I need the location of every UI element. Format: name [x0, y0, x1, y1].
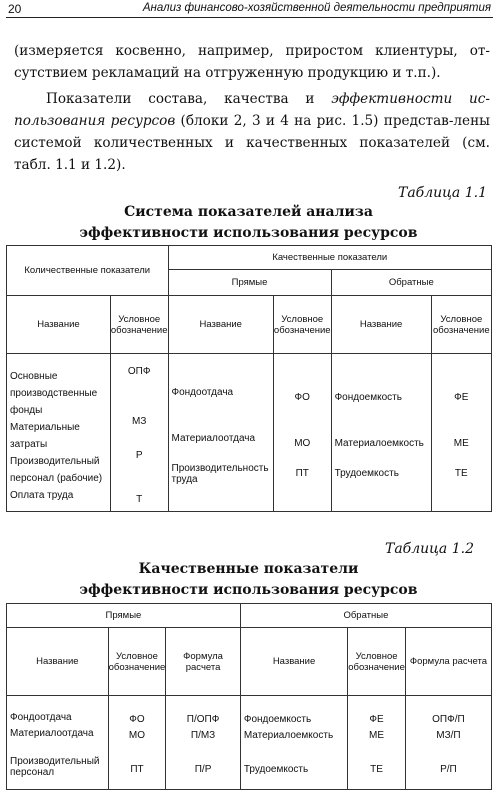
t2-direct-name: Производительный персонал	[10, 755, 100, 778]
t2-header-formula-direct: Формула расчета	[166, 628, 241, 696]
t1-direct-sign: МО	[294, 438, 311, 449]
t2-inverse-name: Трудоемкость	[243, 764, 309, 775]
t1-inverse-sign: ФЕ	[454, 392, 469, 403]
t1-quant-name: Производительный персонал (рабочие)	[10, 455, 103, 484]
t1-quant-names	[7, 354, 111, 512]
t2-inverse-name: Фондоемкость	[243, 714, 312, 725]
paragraph-2-text-a: Показатели состава, качества и	[46, 91, 332, 107]
table-2-title-line-2: эффективности использования ресурсов	[79, 582, 418, 598]
t1-direct-name: Материалоотдача	[171, 432, 256, 444]
t2-header-formula-inverse: Формула расчета	[405, 628, 491, 696]
header-rule	[6, 17, 493, 18]
t1-quant-name: Материальные затраты	[10, 421, 80, 450]
t2-direct-sign: ПТ	[130, 764, 144, 775]
t2-inverse-signs	[348, 696, 406, 790]
t1-direct-names	[168, 354, 273, 512]
running-title: Анализ финансово-хозяйственной деятельности предприятия	[142, 2, 491, 14]
t1-direct-name: Фондоотдача	[171, 386, 234, 398]
paragraph-2	[14, 88, 490, 176]
paragraph-1	[14, 40, 490, 84]
t1-direct-signs	[273, 354, 331, 512]
t2-header-inverse: Обратные	[240, 604, 491, 628]
t1-quant-name: Оплата труда	[10, 489, 74, 501]
t2-inverse-formula: МЗ/П	[436, 730, 461, 741]
t1-inverse-name: Материалоемкость	[334, 438, 424, 449]
t2-inverse-sign: ФЕ	[369, 714, 384, 725]
t2-direct-formulas	[166, 696, 241, 790]
t2-direct-sign: МО	[128, 730, 146, 741]
t1-quant-sign: МЗ	[131, 416, 147, 427]
t2-direct-name: Фондоотдача	[10, 711, 72, 723]
page-header	[0, 0, 497, 20]
t1-inverse-signs	[431, 354, 491, 512]
t1-inverse-name: Трудоемкость	[334, 468, 399, 479]
t1-quant-signs	[110, 354, 168, 512]
t1-quant-sign: ОПФ	[127, 366, 151, 377]
t1-direct-sign: ФО	[294, 392, 310, 403]
t2-header-sign-direct: Условное обозначение	[108, 628, 166, 696]
t1-quant-name: Основные производственные фонды	[10, 370, 98, 416]
t2-header-sign-inverse: Условное обозначение	[348, 628, 406, 696]
t2-inverse-formula: Р/П	[440, 764, 457, 775]
t2-direct-formula: П/ОПФ	[186, 714, 220, 725]
t2-direct-names	[7, 696, 109, 790]
table-2-caption: Таблица 1.2	[385, 541, 474, 557]
paragraph-1-text: (измеряется косвенно, например, приростом клиентуры, от-сутствием рекламаций на отгруженную продукцию и т.п.).	[14, 43, 490, 81]
paragraph-2-text-b: (блоки 2, 3 и 4 на рис. 1.5) представ-лены системой количественных и качественных показателей (см. табл. 1.1 и 1.2).	[14, 113, 490, 173]
t1-inverse-sign: ТЕ	[454, 468, 468, 479]
t1-inverse-names	[331, 354, 431, 512]
t1-header-direct: Прямые	[168, 270, 331, 296]
t1-header-inverse: Обратные	[331, 270, 491, 296]
t1-header-qual: Качественные показатели	[168, 246, 492, 270]
t2-inverse-sign: ТЕ	[370, 764, 383, 775]
table-2-title-line-1: Качественные показатели	[138, 561, 359, 577]
t2-header-direct: Прямые	[7, 604, 241, 628]
t2-direct-name: Материалоотдача	[10, 727, 94, 739]
t1-header-name-inverse: Название	[331, 296, 431, 354]
t2-header-name-direct: Название	[7, 628, 109, 696]
t1-header-name-quant: Название	[7, 296, 111, 354]
table-1	[6, 245, 492, 512]
t1-header-sign-quant: Условное обозначение	[110, 296, 168, 354]
t2-direct-formula: П/МЗ	[190, 730, 216, 741]
t2-direct-sign: ФО	[129, 714, 145, 725]
t2-inverse-sign: МЕ	[369, 730, 385, 741]
t1-quant-sign: Р	[135, 450, 143, 461]
table-2	[6, 603, 492, 790]
t1-header-quant: Количественные показатели	[7, 246, 169, 296]
t2-direct-signs	[108, 696, 166, 790]
t1-inverse-name: Фондоемкость	[334, 392, 402, 403]
paragraph-2-italic: эффективности ис-пользования ресурсов	[14, 91, 491, 129]
t1-header-name-direct: Название	[168, 296, 273, 354]
t1-quant-sign: Т	[136, 494, 143, 505]
t2-inverse-formula: ОПФ/П	[432, 714, 465, 725]
t2-inverse-formulas	[405, 696, 491, 790]
t1-header-sign-direct: Условное обозначение	[273, 296, 331, 354]
t1-header-sign-inverse: Условное обозначение	[431, 296, 491, 354]
t1-body-row	[7, 354, 492, 512]
t1-direct-sign: ПТ	[295, 468, 309, 479]
table-1-title-line-1: Система показателей анализа	[124, 204, 373, 220]
page-number: 20	[8, 2, 22, 16]
t2-direct-formula: П/Р	[194, 764, 212, 775]
t1-direct-name: Производительность труда	[171, 462, 269, 485]
t1-inverse-sign: МЕ	[453, 438, 469, 449]
t2-inverse-name: Материалоемкость	[243, 730, 334, 741]
t2-inverse-names	[240, 696, 347, 790]
t2-body-row	[7, 696, 492, 790]
table-1-title-line-2: эффективности использования ресурсов	[79, 225, 418, 241]
t2-header-name-inverse: Название	[240, 628, 347, 696]
table-1-caption: Таблица 1.1	[398, 185, 487, 201]
